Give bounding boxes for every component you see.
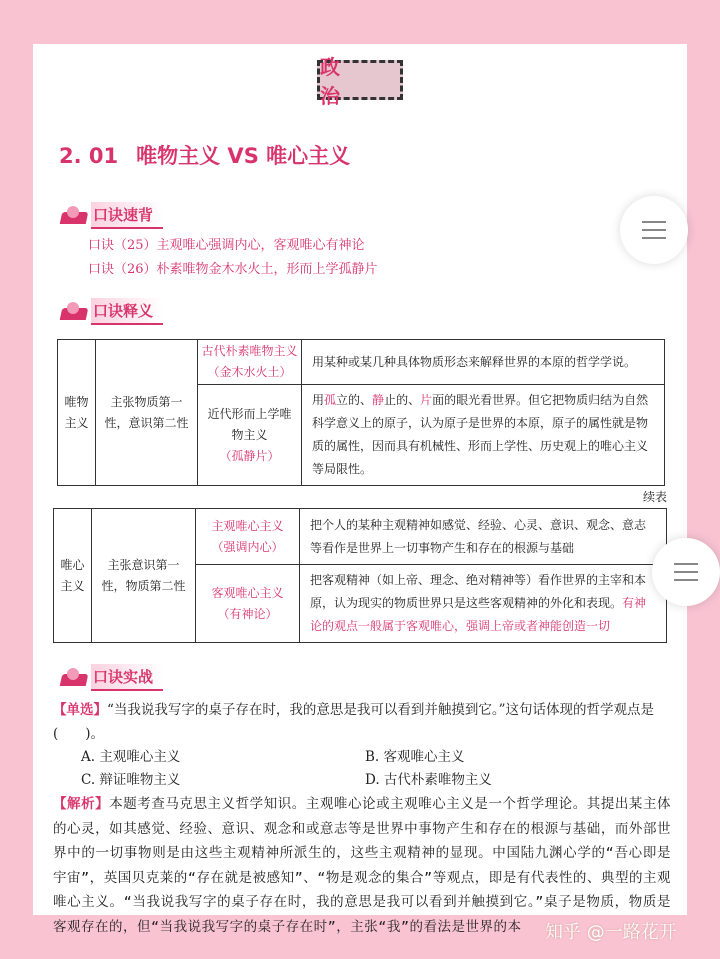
analysis-body: 本题考查马克思主义哲学知识。主观唯心论或主观唯心主义是一个哲学理论。其提出某主体的心灵，如其感觉、经验、意识、观念和或意志等是世界中事物产生和存在的根源与基础，而外部世界中的一切事物则是由这些主观精神所派生的，这些主观精神的显现。中国陆九渊心学的“吾心即是宇宙”，英国贝克莱的“存在就是被感知”、“物是观念的集合”等观点，即是有代表性的、典型的主观唯心主义。“当我说我写字的桌子存在时，我的意思是我可以看到并触摸到它。”桌子是物质，物质是客观存在的，但“当我说我写字的桌子存在时”，主张“我”的看法是世界的本 [53,796,672,935]
heading-label: 口诀速背 [91,202,163,229]
desc-cell: 用某种或某几种具体物质形态来解释世界的本原的哲学学说。 [302,340,665,385]
desc-cell: 把客观精神（如上帝、理念、绝对精神等）看作世界的主宰和本原，认为现实的物质世界只是这些客观精神的外化和表现。有神论的观点一般属于客观唯心，强调上帝或者神能创造一切 [300,565,667,643]
question-tag: 【单选】 [53,702,107,718]
menu-icon[interactable] [652,538,720,606]
analysis-text [53,792,671,939]
section-number: 2. 01 [59,144,119,168]
category-cell: 唯心主义 [54,509,92,643]
type-name: 主观唯心主义 [211,518,284,533]
menu-icon[interactable] [620,196,688,264]
mnemonic-line-2: 口诀（26）朴素唯物金木水火土，形而上学孤静片 [88,262,378,277]
reading-icon [59,204,91,226]
heading-label: 口诀释义 [91,298,163,325]
type-key: （金木水火土） [207,365,292,379]
desc-cell: 把个人的某种主观精神如感觉、经验、心灵、意识、观念、意志等看作是世界上一切事物产生和存在的根源与基础 [300,509,667,565]
principle-cell: 主张物质第一性，意识第二性 [96,340,198,486]
reading-icon [59,666,91,688]
option-b: B. 客观唯心主义 [365,749,465,765]
question-text [53,698,673,746]
type-name: 客观唯心主义 [211,585,284,600]
analysis-tag: 【解析】 [53,796,110,812]
type-cell [196,565,300,643]
type-key: （强调内心） [211,539,284,554]
type-name: 近代形而上学唯物主义 [207,406,292,442]
type-key: （有神论） [217,606,278,621]
type-cell [198,385,302,486]
option-d: D. 古代朴素唯物主义 [365,772,492,788]
reading-icon [59,300,91,322]
continued-label: 续表 [642,490,667,504]
table-idealism [53,508,667,643]
watermark: 知乎 @一路花开 [545,922,677,943]
table-materialism [57,339,665,486]
option-a: A. 主观唯心主义 [81,749,181,765]
option-c: C. 辩证唯物主义 [81,772,181,788]
category-cell: 唯物主义 [58,340,96,486]
section-title [59,140,350,170]
desc-cell: 用孤立的、静止的、片面的眼光看世界。但它把物质归结为自然科学意义上的原子，认为原子是世界的本原，原子的属性就是物质的属性，因而具有机械性、形而上学性、历史观上的唯心主义等局限性。 [302,385,665,486]
question-body: “当我说我写字的桌子存在时，我的意思是我可以看到并触摸到它。”这句话体现的哲学观点是( )。 [53,702,655,742]
subject-banner: 政 治 [317,60,403,100]
heading-explanation [59,298,163,324]
heading-label: 口诀实战 [91,664,163,691]
heading-mnemonic [59,202,163,228]
principle-cell: 主张意识第一性，物质第二性 [92,509,196,643]
type-cell [196,509,300,565]
type-name: 古代朴素唯物主义 [201,344,298,358]
heading-practice [59,664,163,690]
type-key: （孤静片） [219,448,280,463]
section-name: 唯物主义 VS 唯心主义 [136,144,351,168]
type-cell [198,340,302,385]
mnemonic-line-1: 口诀（25）主观唯心强调内心，客观唯心有神论 [88,238,365,253]
